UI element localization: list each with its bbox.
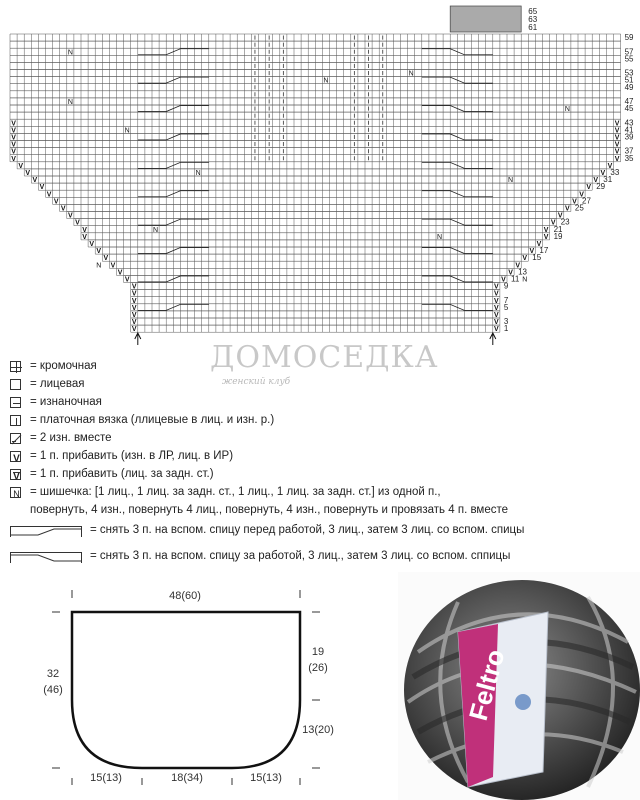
row-label: 9 [503, 281, 509, 291]
bobble-mark: N [522, 276, 528, 284]
watermark-subtitle: женский клуб [222, 377, 291, 387]
increase-mark: V [131, 304, 137, 312]
legend-label: = 2 изн. вместе [30, 432, 112, 444]
legend-label: = изнаночная [30, 396, 102, 408]
row-label: 29 [596, 182, 606, 192]
bobble-mark: N [408, 70, 414, 78]
row-label: 33 [610, 168, 620, 177]
bobble-mark: N [323, 77, 329, 85]
legend-label: = 1 п. прибавить (лиц. за задн. ст.) [30, 468, 214, 480]
legend-label: = шишечка: [1 лиц., 1 лиц. за задн. ст., 1 лиц., 1 лиц. за задн. ст.] из одной п., [30, 486, 441, 498]
cable-front-icon [10, 526, 90, 537]
increase-mark: V [614, 141, 620, 149]
dim-left-height-a: 32 [46, 668, 60, 680]
row-label: 11 [511, 274, 520, 284]
legend-label: = кромочная [30, 360, 97, 372]
bobble-mark: N [67, 99, 73, 106]
bobble-mark: N [508, 177, 514, 185]
cable-back-icon [10, 552, 90, 563]
row-label: 19 [553, 231, 563, 241]
row-label: 1 [503, 324, 509, 334]
row-label: 47 [624, 97, 634, 106]
increase-mark: V [508, 269, 513, 277]
row-label: 7 [503, 295, 509, 305]
row-label: 31 [603, 175, 613, 185]
row-label: 3 [503, 317, 509, 327]
increase-mark: V [25, 170, 31, 177]
dim-right-lower: 13(20) [302, 724, 334, 736]
row-label: 65 [528, 7, 538, 16]
bobble-mark: N [67, 49, 73, 57]
increase-mark: V [529, 248, 535, 256]
row-label: 57 [624, 47, 634, 57]
increase-mark: V [39, 184, 45, 192]
increase-mark: V [103, 255, 109, 263]
row-label: 5 [503, 302, 509, 312]
increase-mark: V [557, 212, 563, 220]
legend-label: = снять 3 п. на вспом. спицу перед работой, 3 лиц., затем 3 лиц. со вспом. спицы [90, 524, 525, 536]
chart-row-labels [504, 7, 634, 333]
increase-mark: V [89, 241, 94, 248]
increase-mark: V [82, 226, 87, 234]
increase-mark: V [68, 212, 73, 220]
increase-mark: V [600, 170, 606, 177]
increase-mark: V [117, 269, 123, 277]
increase-mark: V [494, 290, 499, 298]
row-label: 17 [539, 246, 549, 256]
dim-top-width: 48(60) [169, 590, 201, 602]
bobble-mark: N [124, 127, 130, 135]
bobble-icon [10, 487, 21, 498]
row-label: 23 [560, 217, 570, 227]
dim-right-upper-b: (26) [308, 662, 328, 674]
chart-top-block [450, 6, 521, 32]
up-arrow-icon [490, 333, 496, 345]
increase-mark: V [131, 326, 137, 334]
selvage-icon [10, 361, 21, 372]
increase-mark: V [593, 177, 599, 185]
row-label: 25 [574, 203, 584, 213]
knit-icon [10, 379, 21, 390]
row-label: 21 [553, 224, 563, 234]
increase-mark: V [75, 219, 80, 227]
increase-mark: V [53, 198, 59, 206]
legend-label: = платочная вязка (ллицевые в лиц. и изн. р.) [30, 414, 275, 426]
increase-mark: V [579, 191, 584, 199]
watermark-title: ДОМОСЕДКА [210, 340, 439, 375]
increase-mark: V [522, 255, 528, 263]
increase-mark: V [18, 162, 23, 170]
purl-icon [10, 397, 21, 408]
row-label: 35 [624, 153, 634, 163]
increase-mark: V [82, 233, 87, 241]
increase-mark: V [11, 127, 16, 135]
svg-text:V: V [13, 471, 20, 481]
increase-mark: V [586, 184, 591, 192]
increase-mark: V [572, 198, 577, 206]
yarn-ball-image [398, 572, 640, 800]
increase-mark: V [614, 120, 620, 128]
dim-bottom-left: 15(13) [90, 772, 122, 784]
increase-mark: V [607, 162, 613, 170]
legend-label: повернуть, 4 изн., повернуть 4 лиц., повернуть, 4 изн., повернуть и провязать 4 п. вместе [30, 504, 509, 516]
row-label: 45 [624, 104, 634, 114]
increase-mark: V [536, 241, 542, 248]
increase-mark: V [515, 262, 520, 270]
bobble-mark: N [96, 262, 102, 270]
row-label: 53 [624, 68, 634, 78]
increase-mark: V [131, 319, 137, 327]
row-label: 27 [582, 196, 591, 206]
increase-mark: V [494, 304, 499, 312]
increase-mark: V [124, 276, 130, 284]
row-label: 63 [528, 15, 538, 24]
increase-mark: V [501, 276, 506, 284]
increase-mark: V [543, 226, 549, 234]
increase-mark: V [494, 319, 499, 327]
up-arrow-icon [135, 333, 141, 345]
row-label: 13 [518, 267, 528, 277]
increase-twisted-icon [10, 469, 21, 480]
chart-grid [10, 6, 621, 332]
increase-mark: V [131, 312, 137, 319]
increase-mark: V [565, 205, 570, 213]
increase-mark: V [614, 134, 620, 142]
svg-text:V: V [13, 453, 20, 463]
increase-mark: V [110, 262, 116, 270]
dim-bottom-right: 15(13) [250, 772, 282, 784]
increase-mark: V [11, 155, 16, 163]
row-label: 55 [624, 54, 634, 64]
increase-mark: V [32, 177, 38, 185]
dim-right-upper-a: 19 [311, 646, 325, 658]
increase-mark: V [131, 290, 137, 298]
row-label: 61 [528, 23, 538, 32]
legend-label: = 1 п. прибавить (изн. в ЛР, лиц. в ИР) [30, 450, 234, 462]
increase-mark: V [494, 326, 499, 334]
legend-label: = снять 3 п. на вспом. спицу за работой, 3 лиц., затем 3 лиц. со вспом. сппицы [90, 550, 511, 562]
increase-mark: V [494, 312, 499, 319]
increase-mark: V [614, 155, 620, 163]
bobble-mark: N [437, 233, 443, 241]
increase-mark: V [131, 283, 137, 291]
increase-mark: V [550, 219, 556, 227]
p2tog-icon [10, 433, 21, 444]
dim-left-height-b: (46) [43, 684, 63, 696]
row-label: 49 [624, 82, 634, 92]
row-label: 59 [624, 33, 634, 43]
garter-icon [10, 415, 21, 426]
legend-label: = лицевая [30, 378, 85, 390]
increase-icon [10, 451, 21, 462]
row-label: 39 [624, 132, 634, 142]
chart-cells [10, 34, 621, 332]
increase-mark: V [96, 248, 102, 256]
bobble-mark: N [153, 226, 159, 234]
yarn-label: Feltro [462, 646, 511, 724]
increase-mark: V [614, 148, 620, 156]
knitting-chart [0, 0, 640, 345]
bobble-mark: N [195, 170, 201, 177]
dim-bottom-mid: 18(34) [171, 772, 203, 784]
bobble-mark: N [564, 106, 570, 114]
increase-mark: V [11, 141, 16, 149]
increase-mark: V [614, 127, 620, 135]
schema-outline [72, 612, 300, 768]
increase-mark: V [11, 134, 16, 142]
row-label: 51 [624, 75, 634, 85]
increase-mark: V [60, 205, 66, 213]
increase-mark: V [11, 120, 16, 128]
svg-text:N: N [13, 489, 20, 499]
increase-mark: V [46, 191, 52, 199]
increase-mark: V [494, 297, 499, 305]
row-label: 37 [624, 146, 634, 156]
increase-mark: V [543, 233, 549, 241]
increase-mark: V [494, 283, 499, 291]
increase-mark: V [131, 297, 137, 305]
row-label: 43 [624, 118, 634, 128]
row-label: 41 [624, 125, 634, 135]
row-label: 15 [532, 253, 542, 263]
increase-mark: V [11, 148, 16, 156]
